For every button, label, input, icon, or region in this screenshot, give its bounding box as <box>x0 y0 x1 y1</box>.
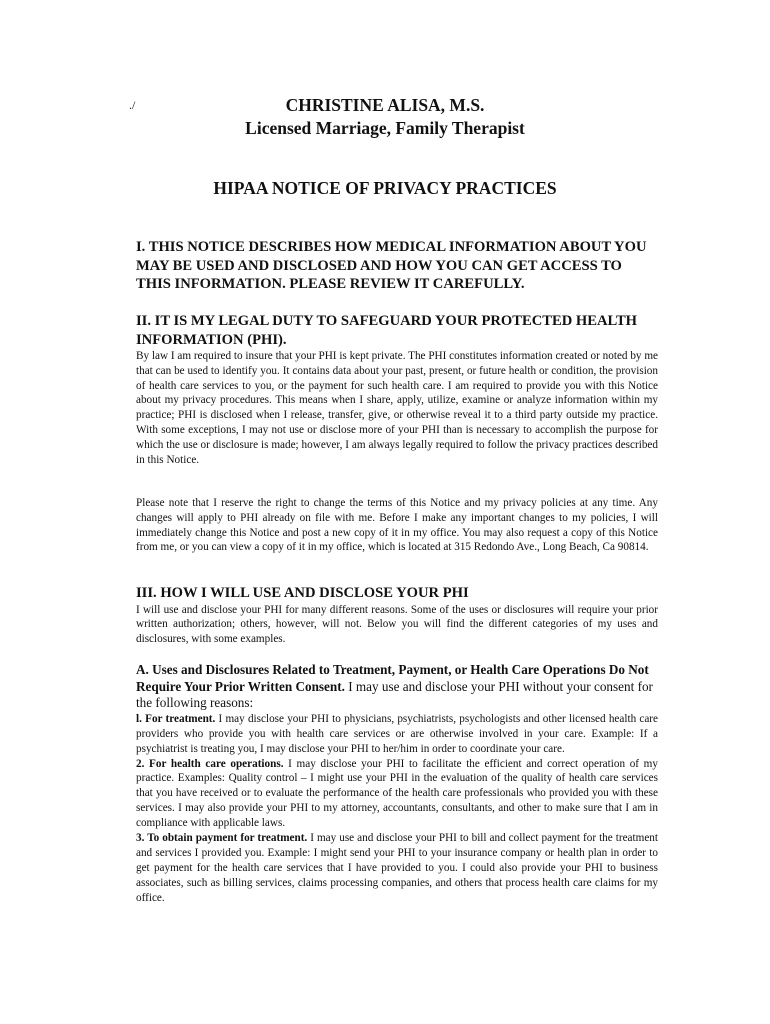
subsection-a-text: I may use and disclose your PHI without your consent for the following reasons: <box>136 678 653 711</box>
subsection-a-heading <box>136 662 658 712</box>
section-2-note <box>136 496 658 555</box>
item-3-label: 3. To obtain payment for treatment. <box>136 832 308 845</box>
section-2-heading: II. IT IS MY LEGAL DUTY TO SAFEGUARD YOUR PROTECTED HEALTH INFORMATION (PHI). <box>136 313 638 348</box>
list-item-payment <box>136 831 658 906</box>
subsection-a-bold: A. Uses and Disclosures Related to Treatment, Payment, or Health Care Operations Do Not Require Your Prior Written Consent. <box>136 662 649 694</box>
practitioner-name: CHRISTINE ALISA, M.S. <box>285 95 485 115</box>
section-2-paragraph-2: Please note that I reserve the right to change the terms of this Notice and my privacy policies at any time. Any changes will apply to PHI already on file with me. Before I make any important changes to my policies, I will immediately change this Notice and post a new copy of it in my office. You may also request a copy of this Notice from me, or you can view a copy of it in my office, which is located at 315 Redondo Ave., Long Beach, Ca 90814. <box>136 497 658 554</box>
notice-title: HIPAA NOTICE OF PRIVACY PRACTICES <box>213 178 557 198</box>
item-2-label: 2. For health care operations. <box>136 757 284 770</box>
section-2 <box>136 312 658 467</box>
item-3-text: I may use and disclose your PHI to bill and collect payment for the treatment and services I provided you. Example: I might send your PHI to your insurance company or health plan in order to get payment for the health care services that I have provided to you. I could also provide your PHI to business associates, such as billing services, claims processing companies, and others that process health care claims for my office. <box>136 832 658 904</box>
section-1-heading: I. THIS NOTICE DESCRIBES HOW MEDICAL INFORMATION ABOUT YOU MAY BE USED AND DISCLOSED AND HOW YOU CAN GET ACCESS TO THIS INFORMATION. PLEASE REVIEW IT CAREFULLY. <box>136 239 647 292</box>
subsection-a <box>136 662 658 906</box>
section-3-paragraph-1: I will use and disclose your PHI for many different reasons. Some of the uses or disclosures will require your prior written authorization; others, however, will not. Below you will find the different categories of my uses and disclosures, with some examples. <box>136 603 658 646</box>
check-mark: ./ <box>129 98 136 112</box>
list-item-operations <box>136 757 658 832</box>
item-2-text: I may disclose your PHI to facilitate the efficient and correct operation of my practice. Examples: Quality control – I might use your PHI in the evaluation of the quality of health care services that you have received or to evaluate the performance of the health care professionals who provided you with these services. I may also provide your PHI to my attorney, accountants, consultants, and other to make sure that I am in compliance with applicable laws. <box>136 757 658 830</box>
list-item-treatment <box>136 712 658 757</box>
section-3-heading: III. HOW I WILL USE AND DISCLOSE YOUR PHI <box>136 585 469 601</box>
section-3 <box>136 584 658 647</box>
practitioner-title: Licensed Marriage, Family Therapist <box>245 118 525 138</box>
section-2-paragraph-1: By law I am required to insure that your PHI is kept private. The PHI constitutes information created or noted by me that can be used to identify you. It contains data about your past, present, or future health or condition, the provision of health care services to you, or the payment for such health care. I am required to provide you with this Notice about my privacy procedures. This means when I share, apply, utilize, examine or analyze information within my practice; PHI is disclosed when I release, transfer, give, or otherwise reveal it to a third party outside my practice. With some exceptions, I may not use or disclose more of your PHI than is necessary to accomplish the purpose for which the use or disclosure is made; however, I am always legally required to follow the privacy practices described in this Notice. <box>136 350 658 466</box>
item-1-text: I may disclose your PHI to physicians, psychiatrists, psychologists and other licensed health care providers who provide you with health care services or are otherwise involved in your care. Example: If a psychiatrist is treating you, I may disclose your PHI to her/him in order to coordinate your care. <box>136 712 658 755</box>
section-1 <box>136 238 658 294</box>
item-1-label: l. For treatment. <box>136 712 216 725</box>
